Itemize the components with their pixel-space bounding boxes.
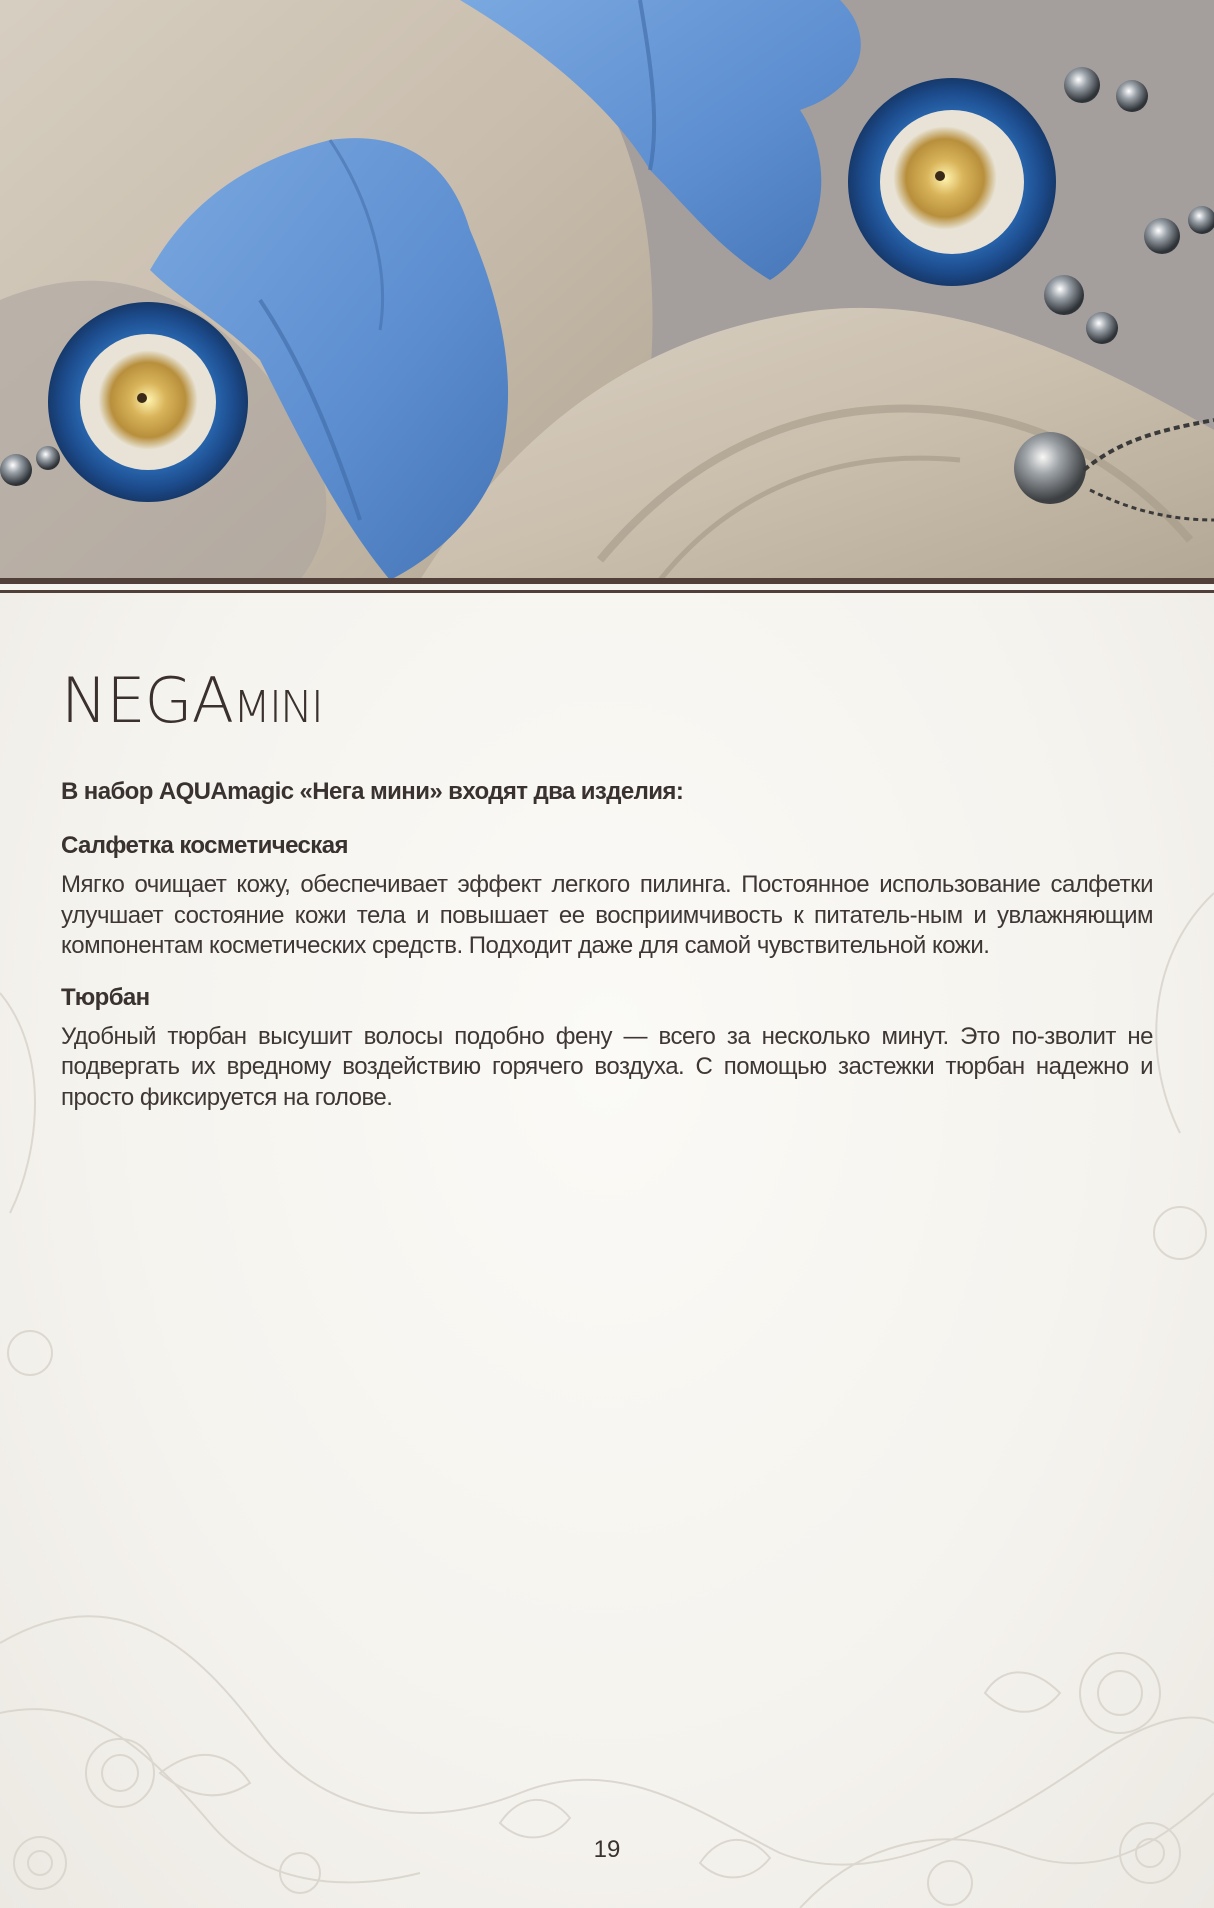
intro-text: В набор AQUAmagic «Нега мини» входят два изделия:: [61, 778, 684, 805]
hero-illustration: [0, 0, 1214, 580]
product-title: [61, 664, 1153, 737]
hero-photo: [0, 0, 1214, 580]
section-text-napkin: Мягко очищает кожу, обеспечивает эффект легкого пилинга. Постоянное использование салфетки улучшает состояние кожи тела и повышает ее восприимчивость к питатель-ным и увлажняющим компонентам косметических средств. Подходит даже для самой чувствительной кожи.: [61, 871, 1153, 959]
product-title-suffix: MINI: [233, 682, 322, 733]
hero-divider-thick: [0, 578, 1214, 584]
section-heading-napkin: Салфетка косметическая: [61, 832, 348, 859]
content-block: [61, 664, 1153, 1135]
product-title-main: NEGA: [61, 664, 234, 737]
section-heading-turban: Тюрбан: [61, 983, 150, 1011]
page-number: 19: [593, 1836, 621, 1863]
section-text-turban: Удобный тюрбан высушит волосы подобно фену — всего за несколько минут. Это по-зволит не подвергать их вредному воздействию горячего воздуха. С помощью застежки тюрбан надежно и просто фиксируется на голове.: [61, 1022, 1153, 1111]
